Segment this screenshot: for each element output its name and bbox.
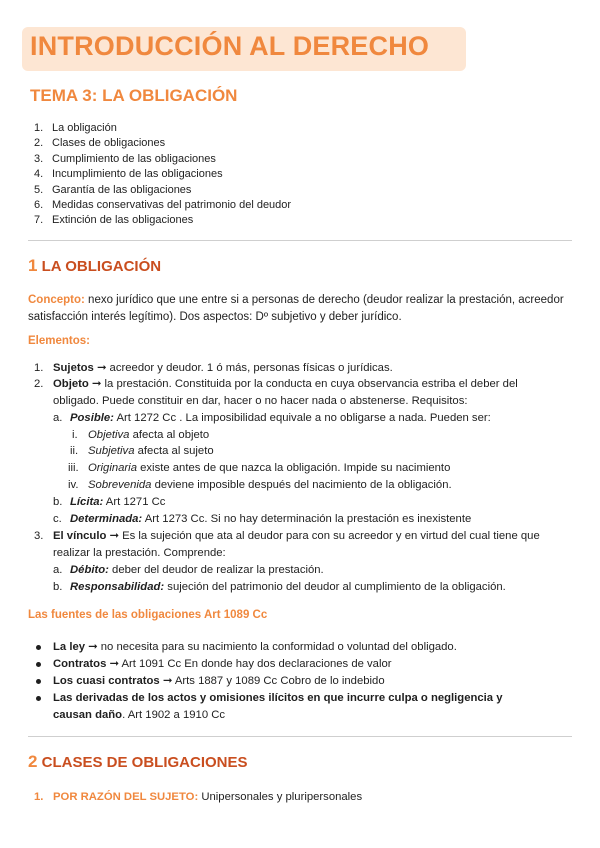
toc-item: 7. Extinción de las obligaciones (34, 214, 194, 227)
list-marker: ii. (70, 445, 79, 457)
toc-item: 5. Garantía de las obligaciones (34, 183, 192, 196)
element-vinculo-cont: realizar la prestación. Comprende: (53, 547, 226, 559)
fuente-ilicitos-cont: causan daño. Art 1902 a 1910 Cc (53, 709, 226, 721)
tema-heading: TEMA 3: LA OBLIGACIÓN (30, 86, 238, 105)
list-marker: iii. (68, 462, 79, 474)
list-marker: i. (72, 429, 78, 441)
section-1-heading: 1 LA OBLIGACIÓN (28, 256, 162, 275)
requisito-determinada: Determinada: Art 1273 Cc. Si no hay determinación la prestación es inexistente (70, 513, 472, 525)
divider (28, 736, 572, 737)
vinculo-debito: Débito: deber del deudor de realizar la prestación. (70, 564, 324, 576)
requisito-licita: Lícita: Art 1271 Cc (70, 496, 166, 508)
posible-subjetiva: Subjetiva afecta al sujeto (88, 445, 214, 457)
bullet-dot (36, 645, 41, 650)
clase-por-razon-sujeto: POR RAZÓN DEL SUJETO: Unipersonales y pluripersonales (53, 791, 363, 803)
list-marker: 3. (34, 530, 44, 542)
toc-item: 2. Clases de obligaciones (34, 137, 166, 150)
list-marker: c. (53, 513, 62, 525)
concepto-paragraph: Concepto: nexo jurídico que une entre si a personas de derecho (deudor realizar la prestación, acreedor satisfacción interés legítimo). Dos aspectos: Dº subjetivo y deber jurídico. (28, 294, 564, 323)
table-of-contents (34, 121, 291, 229)
toc-item: 4. Incumplimiento de las obligaciones (34, 168, 223, 181)
posible-sobrevenida: Sobrevenida deviene imposible después del nacimiento de la obligación. (88, 479, 452, 491)
toc-item: 3. Cumplimiento de las obligaciones (34, 152, 216, 165)
element-sujetos: Sujetos ➞ acreedor y deudor. 1 ó más, personas físicas o jurídicas. (53, 362, 393, 374)
list-marker: b. (53, 581, 63, 593)
element-vinculo: El vínculo ➞ Es la sujeción que ata al deudor para con su acreedor y en virtud del cual tiene que (53, 530, 540, 542)
list-marker: 1. (34, 791, 44, 803)
document-title: INTRODUCCIÓN AL DERECHO (30, 31, 430, 61)
vinculo-responsabilidad: Responsabilidad: sujeción del patrimonio del deudor al cumplimiento de la obligación. (70, 581, 506, 593)
posible-originaria: Originaria existe antes de que nazca la obligación. Impide su nacimiento (88, 462, 451, 474)
section-2-heading: 2 CLASES DE OBLIGACIONES (28, 752, 248, 771)
fuente-contratos: Contratos ➞ Art 1091 Cc En donde hay dos declaraciones de valor (53, 658, 392, 670)
fuente-ilicitos: Las derivadas de los actos y omisiones ilícitos en que incurre culpa o negligencia y (53, 692, 503, 704)
toc-item: 6. Medidas conservativas del patrimonio del deudor (34, 199, 292, 212)
toc-item: 1. La obligación (34, 122, 117, 134)
list-marker: 1. (34, 362, 44, 374)
divider (28, 240, 572, 241)
bullet-dot (36, 662, 41, 667)
bullet-dot (36, 696, 41, 701)
bullet-dot (36, 679, 41, 684)
elementos-label: Elementos: (28, 335, 90, 347)
element-objeto: Objeto ➞ la prestación. Constituida por la conducta en cuya observancia estriba el deber del (53, 378, 518, 390)
list-marker: 2. (34, 378, 44, 390)
fuentes-label: Las fuentes de las obligaciones Art 1089 Cc (28, 609, 268, 621)
list-marker: a. (53, 564, 63, 576)
list-marker: b. (53, 496, 63, 508)
element-objeto-cont: obligado. Puede constituir en dar, hacer o no hacer nada o abstenerse. Requisitos: (53, 395, 468, 407)
list-marker: a. (53, 412, 63, 424)
requisito-posible: Posible: Art 1272 Cc . La imposibilidad equivale a no obligarse a nada. Pueden ser: (70, 412, 491, 424)
list-marker: iv. (68, 479, 79, 491)
fuente-ley: La ley ➞ no necesita para su nacimiento la conformidad o voluntad del obligado. (53, 641, 457, 653)
fuente-cuasi-contratos: Los cuasi contratos ➞ Arts 1887 y 1089 Cc Cobro de lo indebido (53, 675, 385, 687)
posible-objetiva: Objetiva afecta al objeto (88, 429, 210, 441)
